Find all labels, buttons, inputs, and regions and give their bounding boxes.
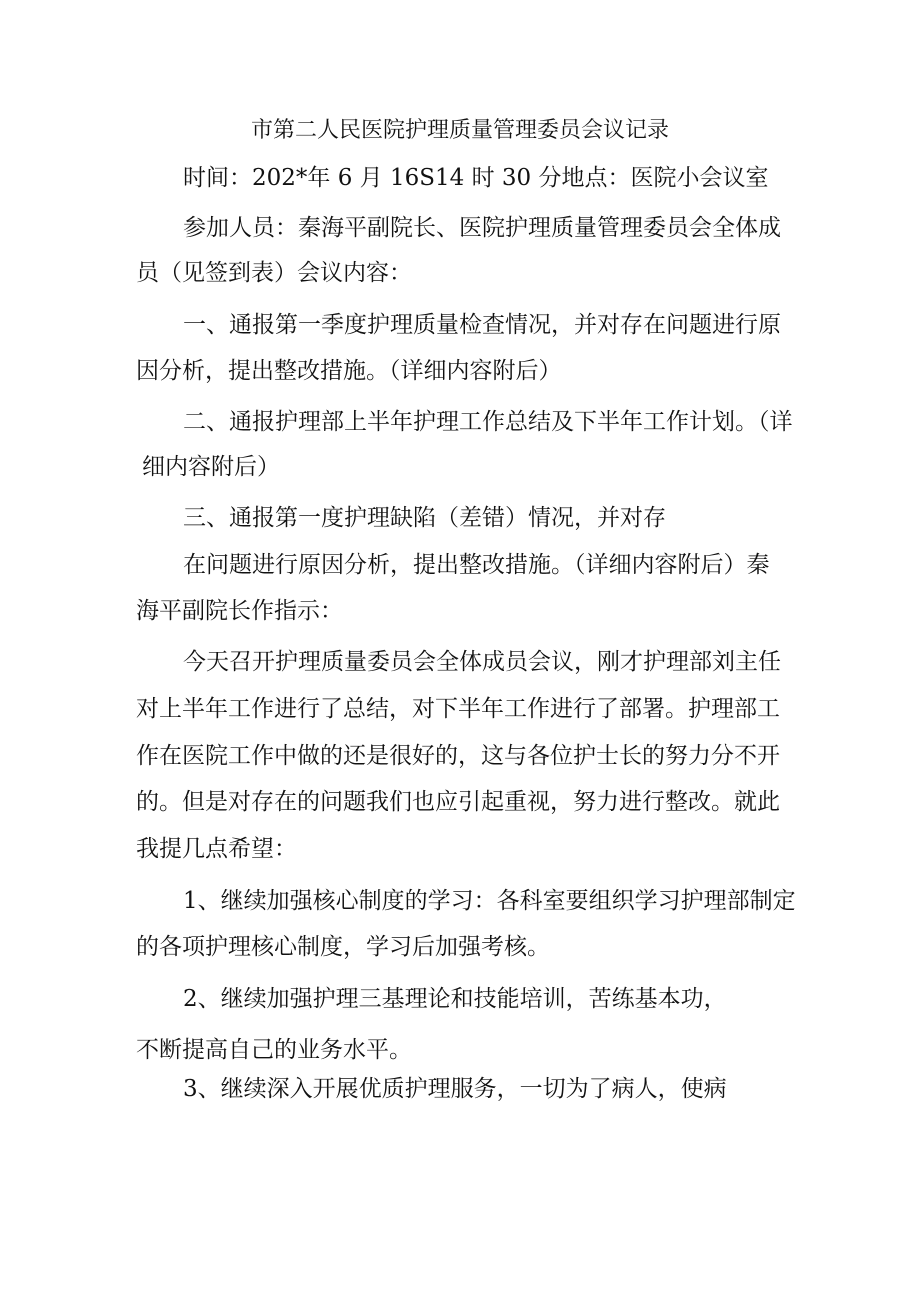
instruction-intro-line: 海平副院长作指示： (136, 598, 343, 624)
speech-line-3: 作在医院工作中做的还是很好的，这与各位护士长的努力分不开 (136, 743, 780, 769)
item-3-line: 三、通报第一度护理缺陷（差错）情况，并对存 (183, 505, 666, 531)
hope-1-line: 1、继续加强核心制度的学习：各科室要组织学习护理部制定 (183, 888, 796, 914)
attendees-line-cont: 员（见签到表）会议内容： (136, 260, 412, 286)
attendees-line: 参加人员：秦海平副院长、医院护理质量管理委员会全体成 (183, 215, 781, 241)
speech-line-1: 今天召开护理质量委员会全体成员会议，刚才护理部刘主任 (183, 649, 781, 675)
document-title: 市第二人民医院护理质量管理委员会议记录 (250, 118, 669, 143)
item-1-line-cont: 因分析，提出整改措施。（详细内容附后） (136, 358, 562, 384)
hope-1-line-cont: 的各项护理核心制度，学习后加强考核。 (136, 934, 550, 960)
item-2-line: 二、通报护理部上半年护理工作总结及下半年工作计划。（详 (183, 409, 793, 435)
item-1-line: 一、通报第一季度护理质量检查情况，并对存在问题进行原 (183, 312, 781, 338)
meeting-time-line: 时间：202*年 6 月 16S14 时 30 分地点：医院小会议室 (183, 165, 769, 191)
speech-line-5: 我提几点希望： (136, 836, 297, 862)
hope-3-line: 3、继续深入开展优质护理服务，一切为了病人，使病 (183, 1076, 727, 1102)
item-3-line-cont: 在问题进行原因分析，提出整改措施。（详细内容附后）秦 (183, 552, 770, 578)
hope-2-line: 2、继续加强护理三基理论和技能培训，苦练基本功， (183, 986, 727, 1012)
speech-line-4: 的。但是对存在的问题我们也应引起重视，努力进行整改。就此 (136, 789, 780, 815)
hope-2-line-cont: 不断提高自己的业务水平。 (136, 1037, 412, 1063)
speech-line-2: 对上半年工作进行了总结，对下半年工作进行了部署。护理部工 (136, 696, 780, 722)
item-2-line-cont: 细内容附后） (142, 454, 280, 480)
